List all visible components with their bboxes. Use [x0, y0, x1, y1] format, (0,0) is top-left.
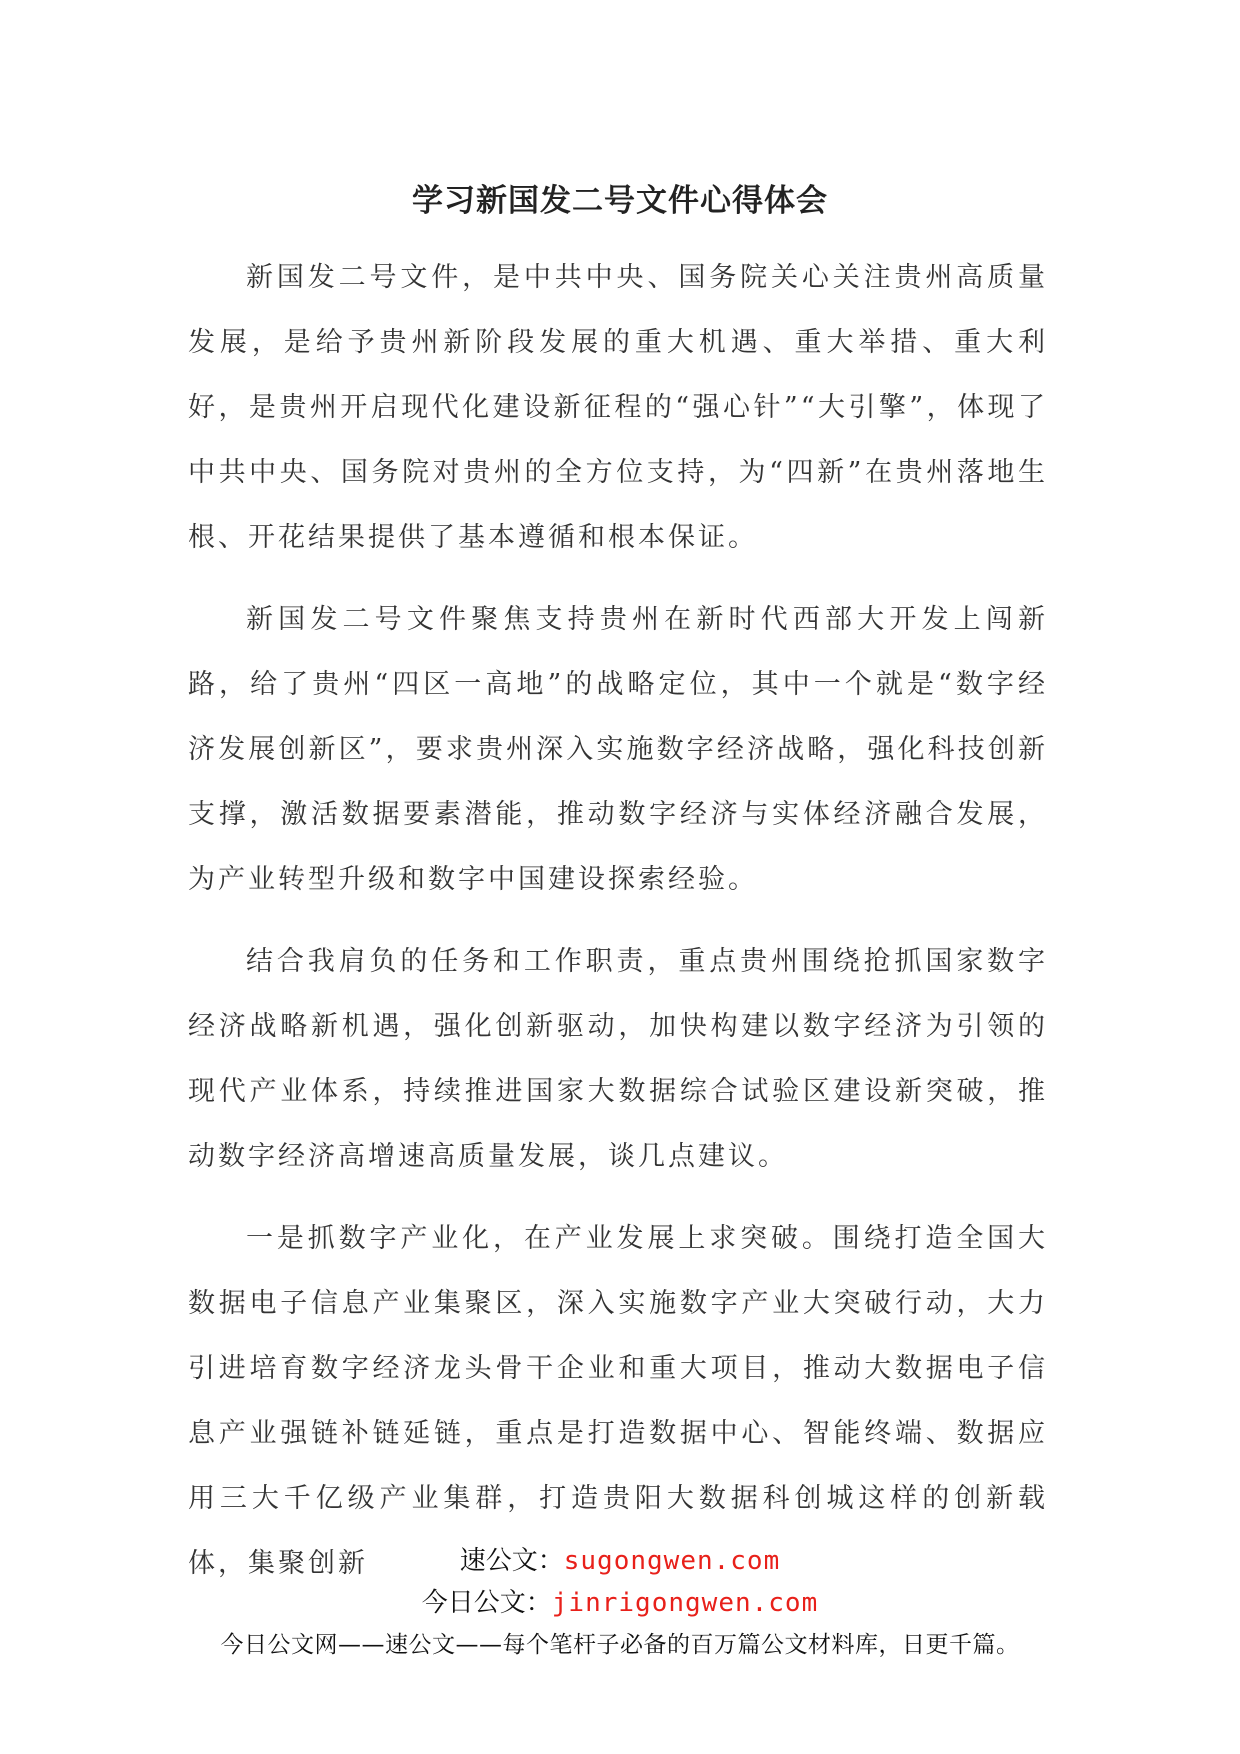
footer-line-sugongwen: [0, 1540, 1240, 1577]
footer-link-jinrigongwen[interactable]: jinrigongwen.com: [551, 1588, 819, 1618]
document-body: [188, 245, 1048, 1613]
paragraph-3: 结合我肩负的任务和工作职责，重点贵州围绕抢抓国家数字经济战略新机遇，强化创新驱动，加快构建以数字经济为引领的现代产业体系，持续推进国家大数据综合试验区建设新突破，推动数字经济高增速高质量发展，谈几点建议。: [188, 946, 1048, 1172]
footer-link-sugongwen[interactable]: sugongwen.com: [563, 1546, 781, 1576]
footer-label-sugongwen: 速公文：: [459, 1546, 564, 1576]
paragraph-2: 新国发二号文件聚焦支持贵州在新时代西部大开发上闯新路，给了贵州“四区一高地”的战略定位，其中一个就是“数字经济发展创新区”，要求贵州深入实施数字经济战略，强化科技创新支撑，激活数据要素潜能，推动数字经济与实体经济融合发展，为产业转型升级和数字中国建设探索经验。: [188, 604, 1048, 895]
footer-slogan: 今日公文网——速公文——每个笔杆子必备的百万篇公文材料库，日更千篇。: [220, 1632, 1020, 1658]
footer-label-jinrigongwen: 今日公文：: [421, 1588, 552, 1618]
document-title: 学习新国发二号文件心得体会: [412, 183, 828, 219]
paragraph-4: 一是抓数字产业化，在产业发展上求突破。围绕打造全国大数据电子信息产业集聚区，深入实施数字产业大突破行动，大力引进培育数字经济龙头骨干企业和重大项目，推动大数据电子信息产业强链补链延链，重点是打造数据中心、智能终端、数据应用三大千亿级产业集群，打造贵阳大数据科创城这样的创新载体，集聚创新: [188, 1223, 1048, 1579]
paragraph-1: 新国发二号文件，是中共中央、国务院关心关注贵州高质量发展，是给予贵州新阶段发展的重大机遇、重大举措、重大利好，是贵州开启现代化建设新征程的“强心针”“大引擎”，体现了中共中央、国务院对贵州的全方位支持，为“四新”在贵州落地生根、开花结果提供了基本遵循和根本保证。: [188, 262, 1048, 553]
footer-line-jinrigongwen: [0, 1582, 1240, 1619]
